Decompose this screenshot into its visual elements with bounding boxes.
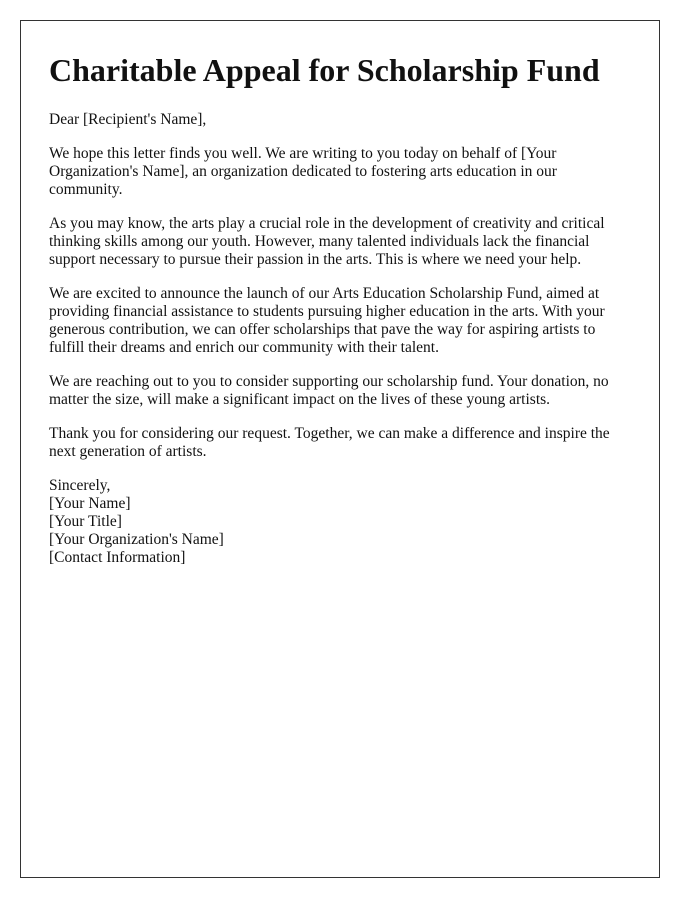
letter-page	[20, 20, 660, 878]
paragraph-intro: We hope this letter finds you well. We are writing to you today on behalf of [Your Organization's Name], an organization dedicated to fostering arts education in our community.	[49, 145, 557, 199]
valediction: Sincerely,	[49, 477, 111, 495]
sender-name: [Your Name]	[49, 495, 131, 513]
paragraph-importance: As you may know, the arts play a crucial role in the development of creativity and critical thinking skills among our youth. However, many talented individuals lack the financial support necessary to pursue their passion in the arts. This is where we need your help.	[49, 215, 605, 269]
paragraph-fund-launch: We are excited to announce the launch of our Arts Education Scholarship Fund, aimed at providing financial assistance to students pursuing higher education in the arts. With your generous contribution, we can offer scholarships that pave the way for aspiring artists to fulfill their dreams and enrich our community with their talent.	[49, 285, 605, 357]
sender-title: [Your Title]	[49, 513, 122, 531]
letter-title: Charitable Appeal for Scholarship Fund	[49, 52, 600, 88]
paragraph-thanks: Thank you for considering our request. Together, we can make a difference and inspire the next generation of artists.	[49, 425, 610, 461]
paragraph-request: We are reaching out to you to consider supporting our scholarship fund. Your donation, no matter the size, will make a significant impact on the lives of these young artists.	[49, 373, 609, 409]
sender-contact: [Contact Information]	[49, 549, 186, 567]
salutation: Dear [Recipient's Name],	[49, 111, 207, 129]
signature-block	[49, 477, 631, 567]
sender-organization: [Your Organization's Name]	[49, 531, 224, 549]
